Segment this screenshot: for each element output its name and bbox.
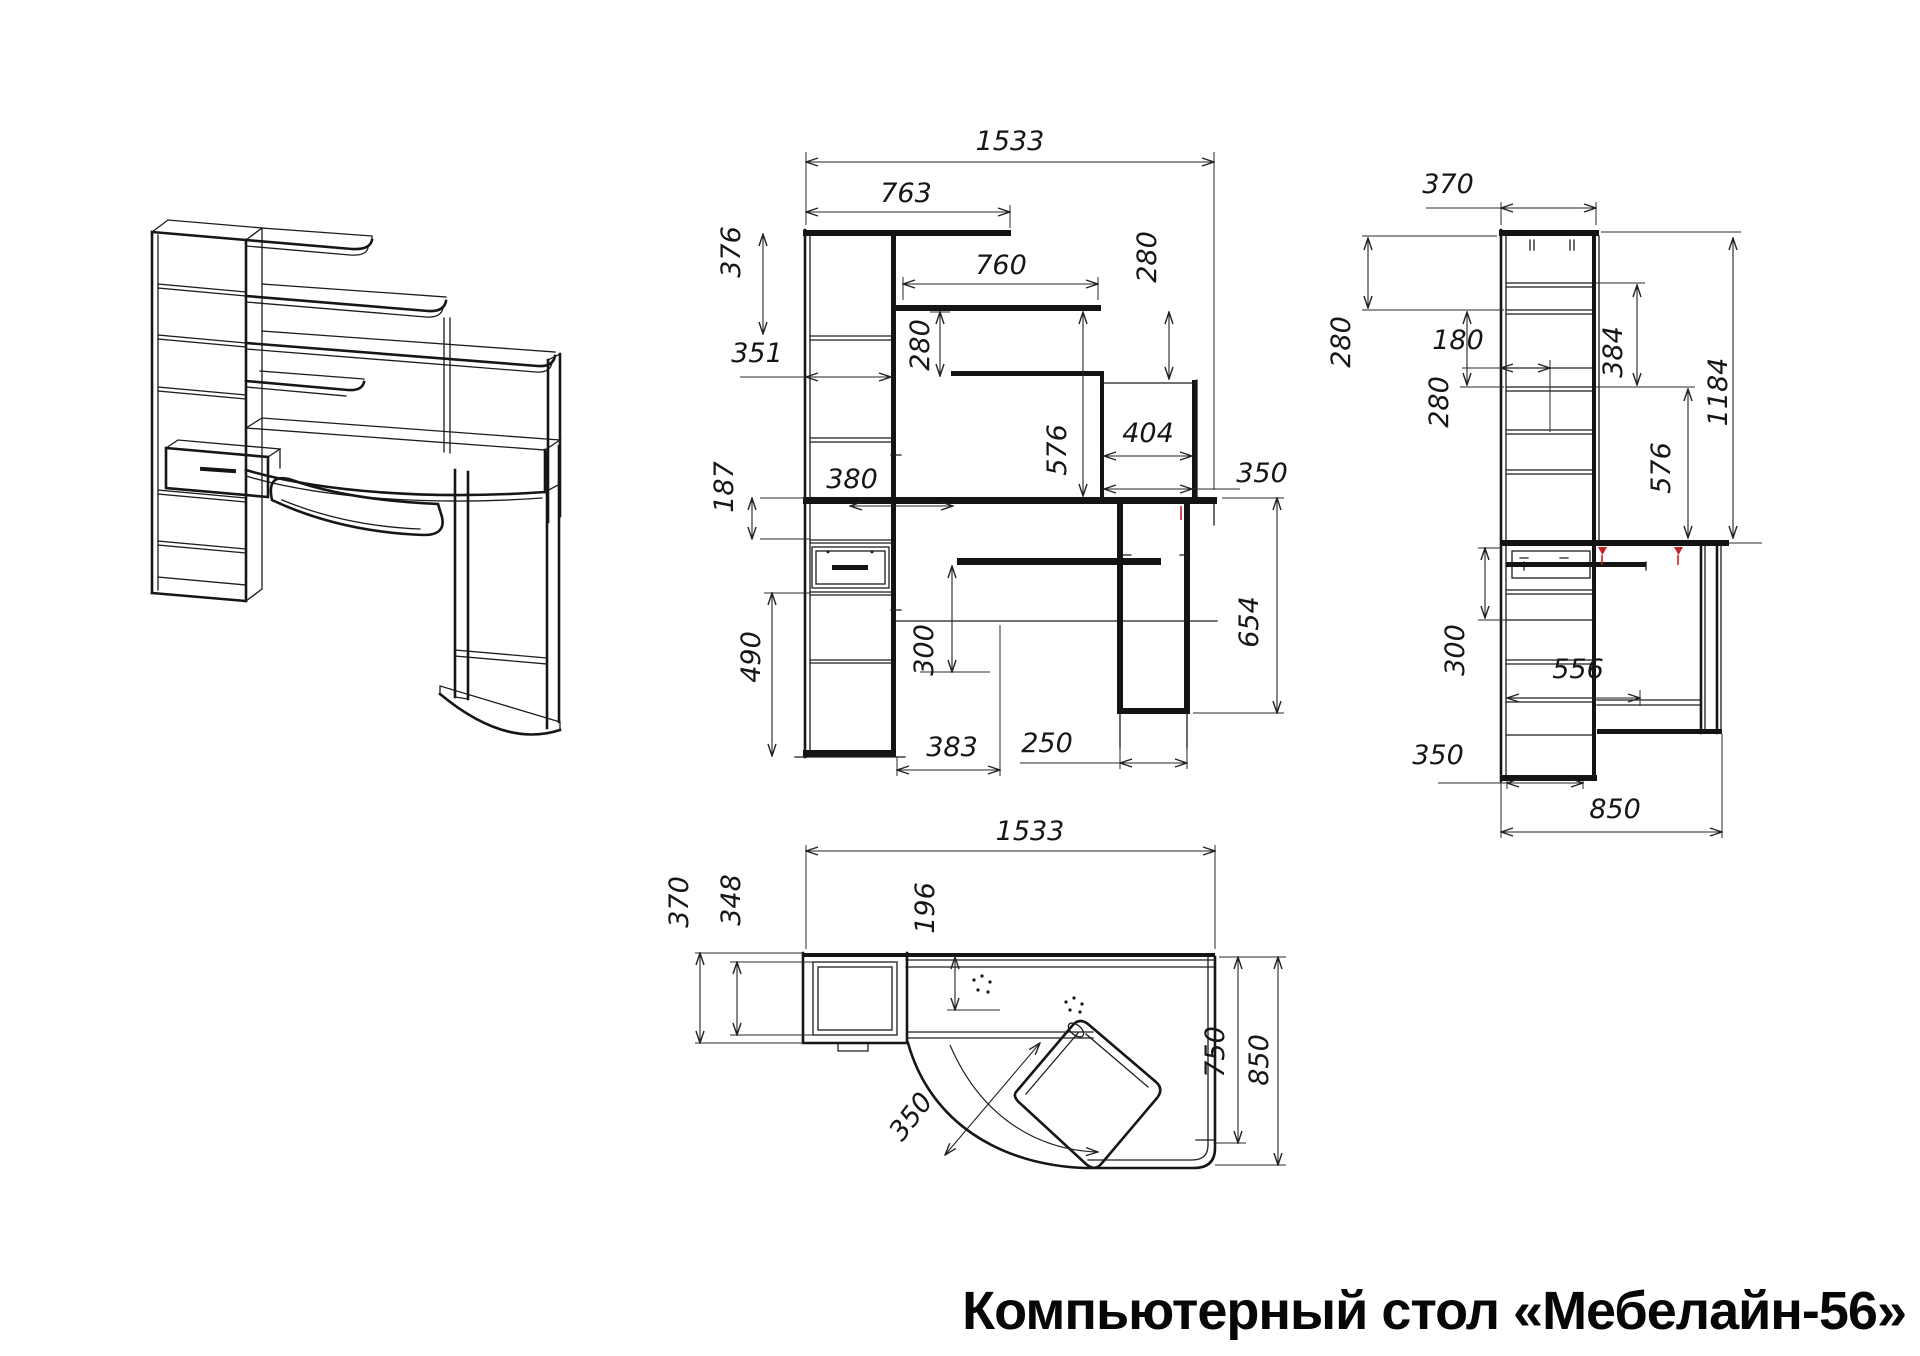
front-dim-total-width: 1533: [975, 126, 1045, 157]
top-dim-tray-width: 350: [883, 1086, 940, 1147]
side-dim-shelf-drop: 384: [1598, 326, 1629, 378]
front-dim-desk-height: 654: [1234, 596, 1265, 648]
front-dim-right-niche: 350: [1236, 458, 1288, 489]
front-dim-drawer-width: 380: [826, 464, 878, 495]
side-dim-tray-depth: 556: [1552, 654, 1604, 685]
top-dim-full-depth: 850: [1244, 1034, 1275, 1086]
drawing-title: Компьютерный стол «Мебелайн-56»: [962, 1281, 1906, 1341]
front-dim-gap-left: 280: [905, 319, 936, 371]
front-dim-hutch-height: 576: [1042, 424, 1073, 476]
front-dim-foot-left: 383: [926, 732, 978, 763]
top-dim-total-width: 1533: [995, 816, 1065, 847]
front-dim-foot-right: 250: [1021, 728, 1073, 759]
front-dim-shelf: 760: [975, 250, 1027, 281]
front-dim-niche: 404: [1122, 418, 1174, 449]
front-dim-drawer-height: 187: [709, 461, 740, 513]
side-dim-under-shelf: 576: [1646, 442, 1677, 494]
isometric-view: [152, 220, 560, 735]
side-dim-top-gap: 280: [1326, 316, 1357, 368]
front-dim-base-gap: 300: [909, 624, 940, 676]
side-dim-total-height: 1184: [1703, 357, 1734, 427]
top-view: [664, 816, 1286, 1168]
side-view: [1326, 169, 1762, 838]
side-dim-base-depth: 350: [1412, 740, 1464, 771]
front-dim-top-shelf: 763: [880, 178, 932, 209]
front-dim-lower-height: 490: [736, 631, 767, 683]
top-dim-depth: 370: [664, 876, 695, 928]
side-dim-full-depth: 850: [1589, 794, 1641, 825]
front-view: [709, 126, 1288, 776]
side-dim-mid-gap: 280: [1424, 376, 1455, 428]
front-dim-tower-width: 351: [731, 338, 783, 369]
side-dim-lower-gap: 300: [1440, 624, 1471, 676]
front-dim-overhang: 376: [716, 226, 747, 278]
side-dim-inset: 180: [1432, 325, 1484, 356]
front-dim-gap-right: 280: [1132, 231, 1163, 283]
fitting-holes: [972, 974, 1083, 1013]
top-dim-inner-depth: 348: [716, 874, 747, 926]
side-dim-depth: 370: [1422, 169, 1474, 200]
top-dim-panel-depth: 750: [1200, 1026, 1231, 1078]
top-dim-offset: 196: [910, 882, 941, 934]
